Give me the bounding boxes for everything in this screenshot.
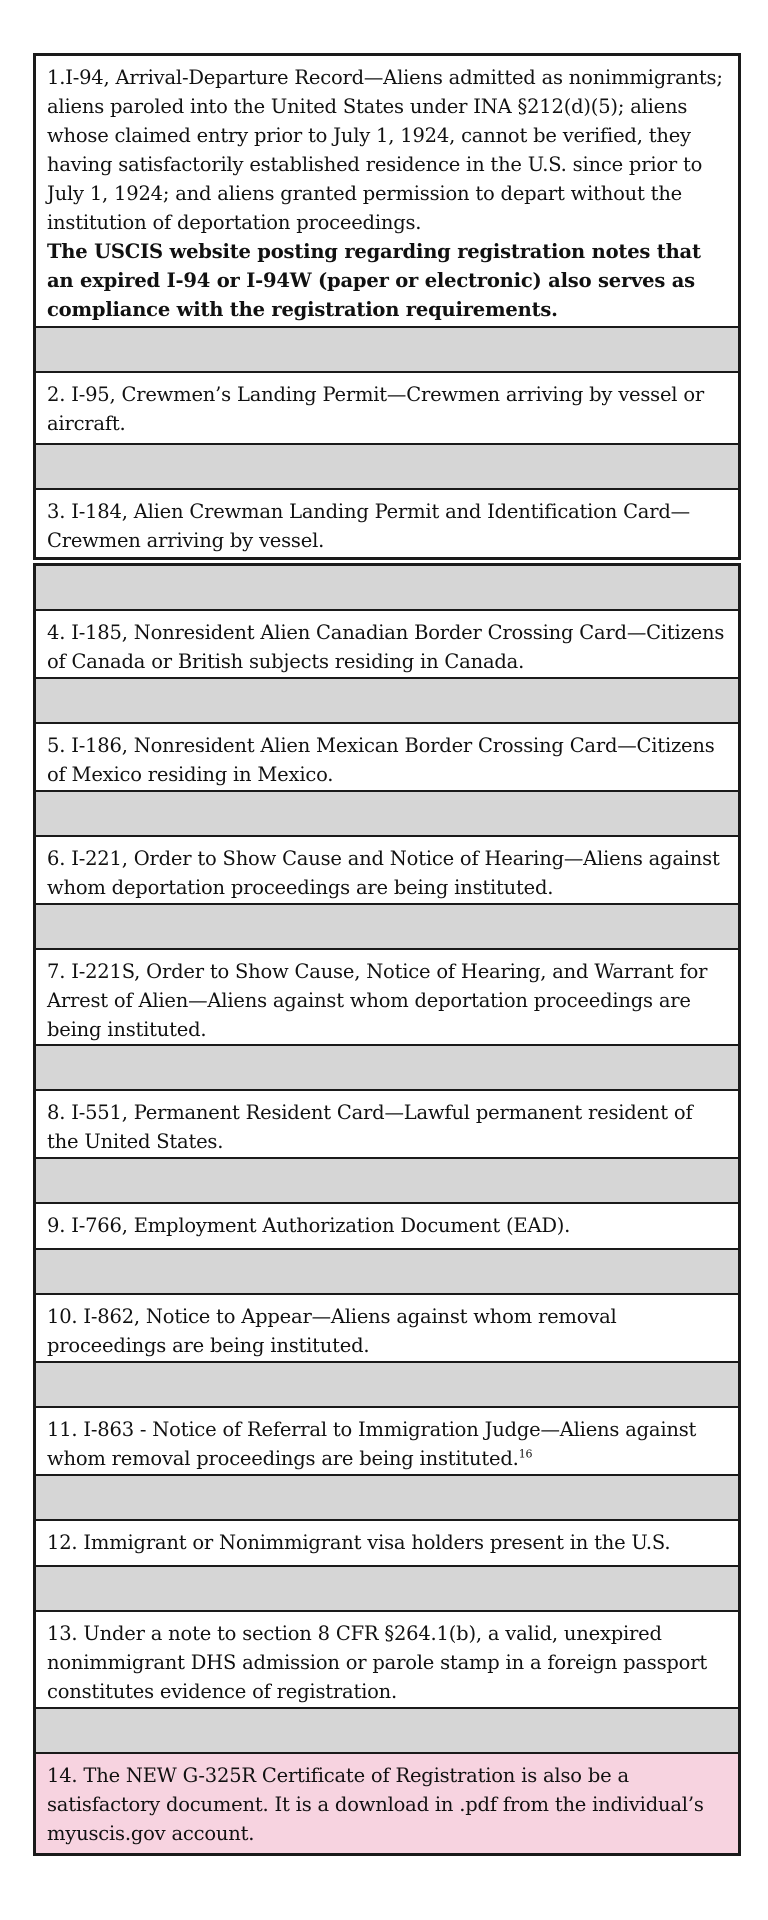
list-item-13 [36, 1612, 738, 1709]
footnote-marker: 16 [518, 1447, 533, 1461]
row-divider [36, 1476, 738, 1521]
row-divider [36, 679, 738, 724]
row-divider [36, 1159, 738, 1204]
item-6-text: 6. I-221, Order to Show Cause and Notice of Hearing—Aliens against whom deportation proceedings are being instituted. [47, 847, 720, 899]
item-9-text: 9. I-766, Employment Authorization Document (EAD). [47, 1214, 571, 1237]
item-13-text: 13. Under a note to section 8 CFR §264.1(b), a valid, unexpired nonimmigrant DHS admission or parole stamp in a foreign passport constitutes evidence of registration. [47, 1622, 707, 1703]
row-divider [36, 905, 738, 950]
item-4-text: 4. I-185, Nonresident Alien Canadian Border Crossing Card—Citizens of Canada or British subjects residing in Canada. [47, 621, 725, 673]
registration-documents-table-part-2 [33, 563, 741, 1856]
item-1-text: 1.I-94, Arrival-Departure Record—Aliens admitted as nonimmigrants; aliens paroled into the United States under INA §212(d)(5); aliens whose claimed entry prior to July 1, 1924, cannot be verified, they having satisfactorily established residence in the U.S. since prior to July 1, 1924; and aliens granted permission to depart without the institution of deportation proceedings. [47, 66, 723, 234]
item-8-text: 8. I-551, Permanent Resident Card—Lawful permanent resident of the United States. [47, 1101, 693, 1153]
item-7-text: 7. I-221S, Order to Show Cause, Notice of Hearing, and Warrant for Arrest of Alien—Aliens against whom deportation proceedings are being instituted. [47, 960, 708, 1041]
list-item-8 [36, 1091, 738, 1159]
row-divider [36, 445, 738, 490]
row-divider [36, 792, 738, 837]
row-divider [36, 1363, 738, 1408]
list-item-9 [36, 1204, 738, 1250]
item-12-text: 12. Immigrant or Nonimmigrant visa holders present in the U.S. [47, 1531, 671, 1554]
item-11-text: 11. I-863 - Notice of Referral to Immigration Judge—Aliens against whom removal proceedings are being instituted. [47, 1418, 697, 1470]
list-item-12 [36, 1521, 738, 1567]
row-divider [36, 328, 738, 373]
row-divider [36, 566, 738, 611]
list-item-10 [36, 1295, 738, 1363]
list-item-7 [36, 950, 738, 1046]
list-item-3 [36, 490, 738, 557]
list-item-1 [36, 56, 738, 328]
item-2-text: 2. I-95, Crewmen’s Landing Permit—Crewmen arriving by vessel or aircraft. [47, 383, 704, 435]
row-divider [36, 1046, 738, 1091]
item-14-text: 14. The NEW G-325R Certificate of Registration is also be a satisfactory document. It is a download in .pdf from the individual’s myuscis.gov account. [47, 1764, 704, 1845]
item-10-text: 10. I-862, Notice to Appear—Aliens against whom removal proceedings are being instituted. [47, 1305, 617, 1357]
row-divider [36, 1250, 738, 1295]
list-item-2 [36, 373, 738, 445]
registration-documents-table-part-1 [33, 53, 741, 560]
list-item-14-highlighted [36, 1754, 738, 1853]
row-divider [36, 1709, 738, 1754]
list-item-11 [36, 1408, 738, 1476]
list-item-5 [36, 724, 738, 792]
item-5-text: 5. I-186, Nonresident Alien Mexican Border Crossing Card—Citizens of Mexico residing in Mexico. [47, 734, 715, 786]
row-divider [36, 1567, 738, 1612]
list-item-4 [36, 611, 738, 679]
item-1-uscis-note: The USCIS website posting regarding registration notes that an expired I-94 or I-94W (paper or electronic) also serves as compliance with the registration requirements. [47, 240, 701, 321]
item-3-text: 3. I-184, Alien Crewman Landing Permit and Identification Card—Crewmen arriving by vessel. [47, 500, 690, 552]
list-item-6 [36, 837, 738, 905]
